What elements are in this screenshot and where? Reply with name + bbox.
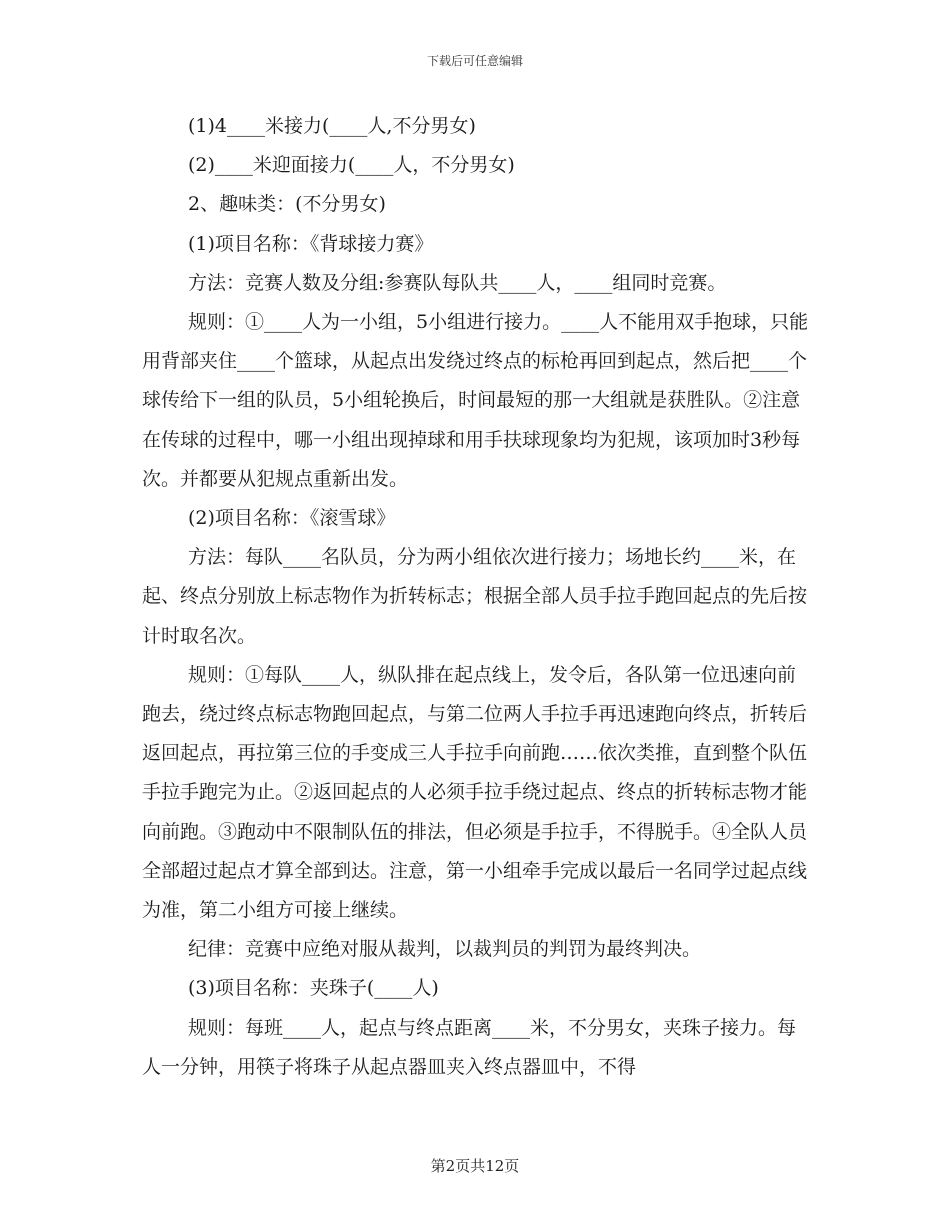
rules-paragraph-1: 规则：①____人为一小组，5小组进行接力。____人不能用双手抱球，只能用背部夹住____个篮球，从起点出发绕过终点的标枪再回到起点，然后把____个球传给下一组的队员，5小组轮换后，时间最短的那一大组就是获胜队。②注意在传球的过程中，哪一小组出现掉球和用手扶球现象均为犯规，该项加时3秒每次。并都要从犯规点重新出发。 <box>142 311 809 490</box>
rules-paragraph-3: 规则：每班____人，起点与终点距离____米，不分男女，夹珠子接力。每人一分钟，用筷子将珠子从起点器皿夹入终点器皿中，不得 <box>142 1016 797 1078</box>
rules-paragraph-2: 规则：①每队____人，纵队排在起点线上，发令后，各队第一位迅速向前跑去，绕过终点标志物跑回起点，与第二位两人手拉手再迅速跑向终点，折转后返回起点，再拉第三位的手变成三人手拉手向前跑……依次类推，直到整个队伍手拉手跑完为止。②返回起点的人必须手拉手绕过起点、终点的折转标志物才能向前跑。③跑动中不限制队伍的排法，但必须是手拉手，不得脱手。④全队人员全部超过起点才算全部到达。注意，第一小组牵手完成以最后一名同学过起点线为准，第二小组方可接上继续。 <box>142 663 808 922</box>
page-number: 第2页共12页 <box>430 1157 520 1175</box>
method-paragraph-2: 方法：每队____名队员，分为两小组依次进行接力；场地长约____米，在起、终点分别放上标志物作为折转标志；根据全部人员手拉手跑回起点的先后按计时取名次。 <box>142 546 808 647</box>
relay-item-2: (2)____米迎面接力(____人，不分男女) <box>188 154 515 177</box>
section-heading-fun: 2、趣味类：(不分男女) <box>188 193 386 216</box>
document-body <box>142 107 810 1087</box>
project-title-3: (3)项目名称：夹珠子(____人) <box>188 977 439 1000</box>
page-header: 下载后可任意编辑 <box>426 54 523 68</box>
discipline-paragraph: 纪律：竞赛中应绝对服从裁判，以裁判员的判罚为最终判决。 <box>188 938 702 961</box>
relay-item-1: (1)4____米接力(____人,不分男女) <box>188 115 476 137</box>
project-title-2: (2)项目名称：《滚雪球》 <box>188 507 396 530</box>
method-paragraph-1: 方法：竞赛人数及分组:参赛队每队共____人，____组同时竞赛。 <box>188 271 727 294</box>
project-title-1: (1)项目名称：《背球接力赛》 <box>188 232 434 255</box>
